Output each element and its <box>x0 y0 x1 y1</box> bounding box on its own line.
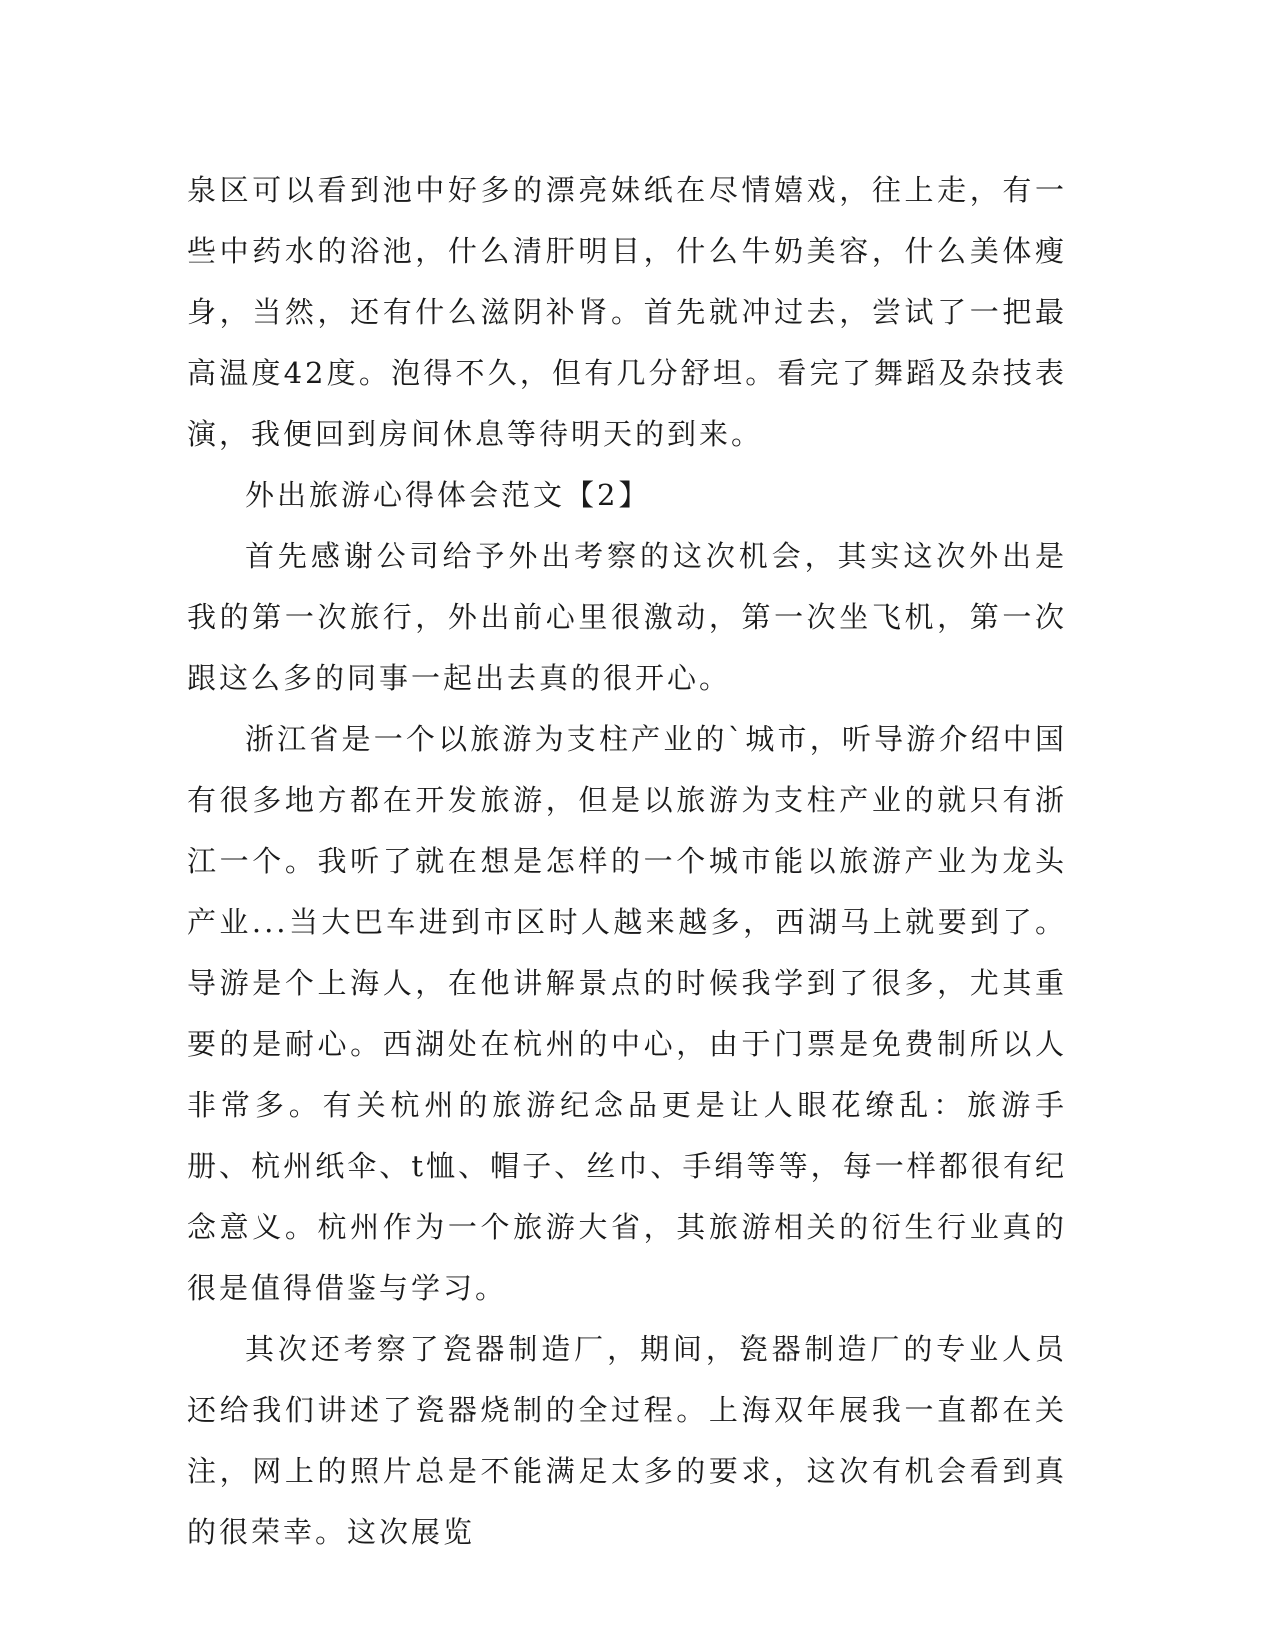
section-heading: 外出旅游心得体会范文【2】 <box>245 478 651 512</box>
paragraph-porcelain: 其次还考察了瓷器制造厂，期间，瓷器制造厂的专业人员还给我们讲述了瓷器烧制的全过程。上海双年展我一直都在关注，网上的照片总是不能满足太多的要求，这次有机会看到真的很荣幸。这次展览 <box>187 1332 1067 1549</box>
paragraph-zhejiang: 浙江省是一个以旅游为支柱产业的`城市，听导游介绍中国有很多地方都在开发旅游，但是以旅游为支柱产业的就只有浙江一个。我听了就在想是怎样的一个城市能以旅游产业为龙头产业...当大巴车进到市区时人越来越多，西湖马上就要到了。导游是个上海人，在他讲解景点的时候我学到了很多，尤其重要的是耐心。西湖处在杭州的中心，由于门票是免费制所以人非常多。有关杭州的旅游纪念品更是让人眼花缭乱：旅游手册、杭州纸伞、t恤、帽子、丝巾、手绢等等，每一样都很有纪念意义。杭州作为一个旅游大省，其旅游相关的衍生行业真的很是值得借鉴与学习。 <box>187 722 1067 1305</box>
document-body <box>187 160 1067 1563</box>
paragraph-continued: 泉区可以看到池中好多的漂亮妹纸在尽情嬉戏，往上走，有一些中药水的浴池，什么清肝明目，什么牛奶美容，什么美体瘦身，当然，还有什么滋阴补肾。首先就冲过去，尝试了一把最高温度42度。泡得不久，但有几分舒坦。看完了舞蹈及杂技表演，我便回到房间休息等待明天的到来。 <box>187 173 1067 451</box>
paragraph-thanks: 首先感谢公司给予外出考察的这次机会，其实这次外出是我的第一次旅行，外出前心里很激动，第一次坐飞机，第一次跟这么多的同事一起出去真的很开心。 <box>187 539 1067 695</box>
